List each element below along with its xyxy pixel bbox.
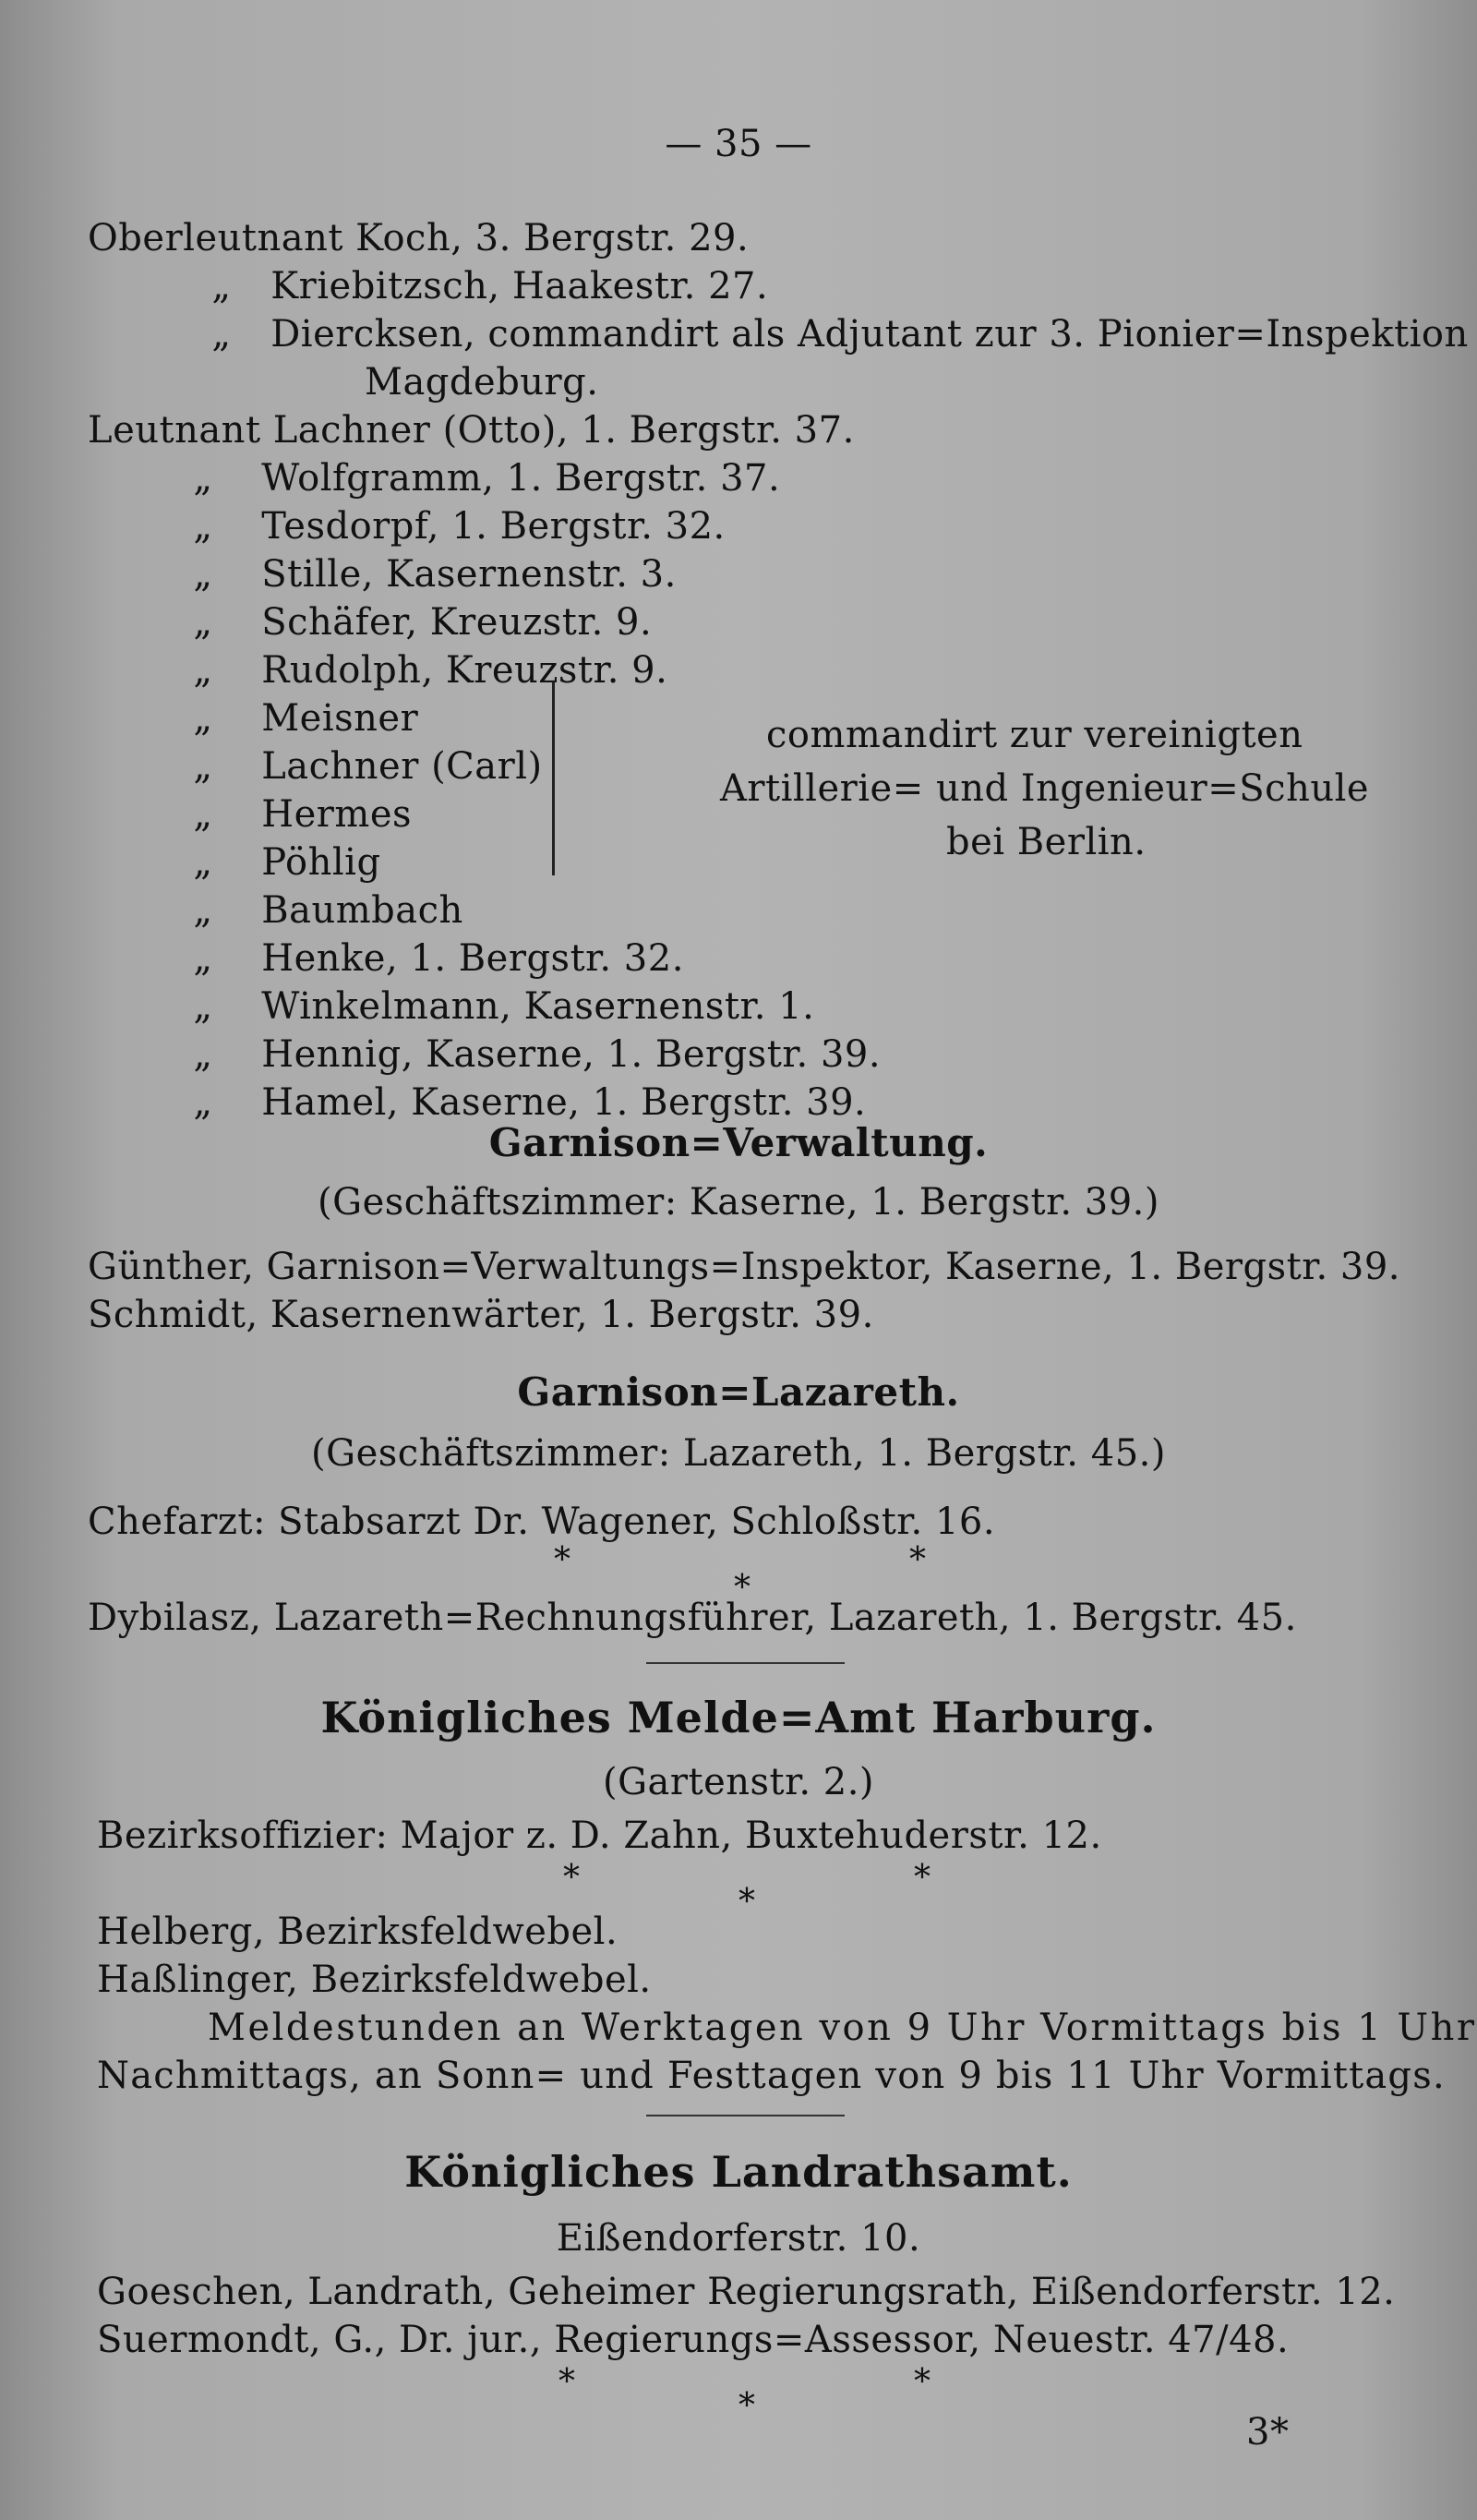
separator-star: * <box>563 1859 580 1897</box>
group-brace <box>543 681 555 875</box>
separator-star: * <box>738 1883 755 1921</box>
group-name: Meisner <box>261 697 419 740</box>
rank-label: Leutnant <box>88 409 261 452</box>
officer-line <box>157 454 780 502</box>
entry-line: Haßlinger, Bezirksfeldwebel. <box>97 1959 652 2001</box>
entry-line: Schmidt, Kasernenwärter, 1. Bergstr. 39. <box>88 1294 874 1336</box>
separator-star: * <box>738 2387 755 2425</box>
group-line <box>157 742 543 790</box>
officer-entry: Hennig, Kaserne, 1. Bergstr. 39. <box>261 1033 882 1076</box>
section-divider <box>646 2115 845 2116</box>
group-line <box>157 838 381 886</box>
officer-entry: Winkelmann, Kasernenstr. 1. <box>261 985 815 1028</box>
officer-line <box>157 934 684 983</box>
officer-entry: Koch, 3. Bergstr. 29. <box>355 217 750 259</box>
section-title: Garnison=Lazareth. <box>517 1369 960 1415</box>
entry-line: Günther, Garnison=Verwaltungs=Inspektor, Kaserne, 1. Bergstr. 39. <box>88 1246 1401 1288</box>
ditto-mark: „ <box>193 505 213 548</box>
group-line <box>157 790 412 838</box>
separator-star: * <box>554 1541 570 1579</box>
officer-line <box>157 646 667 694</box>
entry-line: Nachmittags, an Sonn= und Festtagen von 9 bis 11 Uhr Vormittags. <box>97 2055 1446 2097</box>
officer-line <box>88 406 855 454</box>
separator-star: * <box>734 1569 751 1607</box>
entry-line: Chefarzt: Stabsarzt Dr. Wagener, Schloßstr. 16. <box>88 1501 996 1543</box>
officer-entry: Rudolph, Kreuzstr. 9. <box>261 649 668 692</box>
officer-entry: Tesdorpf, 1. Bergstr. 32. <box>261 505 726 548</box>
group-name: Baumbach <box>261 889 463 932</box>
entry-line: Suermondt, G., Dr. jur., Regierungs=Assessor, Neuestr. 47/48. <box>97 2319 1290 2361</box>
section-subtitle: (Gartenstr. 2.) <box>602 1761 875 1803</box>
officer-entry: Hamel, Kaserne, 1. Bergstr. 39. <box>261 1081 867 1124</box>
page-number: — 35 — <box>665 123 812 165</box>
officer-entry-continued: Magdeburg. <box>365 361 599 404</box>
ditto-mark: „ <box>193 841 213 884</box>
separator-star: * <box>909 1541 926 1579</box>
officer-entry: Schäfer, Kreuzstr. 9. <box>261 601 653 644</box>
officer-entry: Kriebitzsch, Haakestr. 27. <box>270 265 769 307</box>
officer-entry: Stille, Kasernenstr. 3. <box>261 553 677 596</box>
officer-line <box>185 310 1469 358</box>
group-name: Pöhlig <box>261 841 381 884</box>
group-note: bei Berlin. <box>946 821 1147 863</box>
separator-star: * <box>558 2363 575 2401</box>
entry-line: Helberg, Bezirksfeldwebel. <box>97 1911 618 1953</box>
ditto-mark: „ <box>193 793 213 836</box>
ditto-mark: „ <box>193 937 213 980</box>
officer-line <box>157 502 726 550</box>
section-subtitle: (Geschäftszimmer: Lazareth, 1. Bergstr. 45.) <box>311 1432 1166 1475</box>
group-note: Artillerie= und Ingenieur=Schule <box>720 767 1370 810</box>
ditto-mark: „ <box>193 985 213 1028</box>
entry-line: Dybilasz, Lazareth=Rechnungsführer, Lazareth, 1. Bergstr. 45. <box>88 1597 1297 1639</box>
section-title: Garnison=Verwaltung. <box>488 1120 989 1165</box>
section-title: Königliches Landrathsamt. <box>404 2147 1073 2197</box>
entry-line: Meldestunden an Werktagen von 9 Uhr Vormittags bis 1 Uhr <box>208 2007 1477 2049</box>
ditto-mark: „ <box>193 745 213 788</box>
group-name: Hermes <box>261 793 413 836</box>
ditto-mark: „ <box>193 1081 213 1124</box>
ditto-mark: „ <box>193 553 213 596</box>
signature-mark: 3* <box>1246 2411 1290 2454</box>
officer-line <box>157 983 814 1031</box>
ditto-mark: „ <box>193 601 213 644</box>
section-subtitle: Eißendorferstr. 10. <box>556 2217 921 2260</box>
officer-entry: Henke, 1. Bergstr. 32. <box>261 937 684 980</box>
officer-line <box>88 214 749 262</box>
officer-line <box>185 262 768 310</box>
ditto-mark: „ <box>211 313 232 356</box>
ditto-mark: „ <box>193 889 213 932</box>
officer-line <box>157 550 677 598</box>
officer-line <box>157 598 652 646</box>
group-line <box>157 694 418 742</box>
group-name: Lachner (Carl) <box>261 745 543 788</box>
ditto-mark: „ <box>193 649 213 692</box>
section-title: Königliches Melde=Amt Harburg. <box>320 1693 1157 1742</box>
officer-entry: Wolfgramm, 1. Bergstr. 37. <box>261 457 781 500</box>
group-note: commandirt zur vereinigten <box>766 714 1303 756</box>
entry-line: Goeschen, Landrath, Geheimer Regierungsrath, Eißendorferstr. 12. <box>97 2271 1396 2313</box>
officer-line <box>157 1031 881 1079</box>
ditto-mark: „ <box>193 457 213 500</box>
ditto-mark: „ <box>193 1033 213 1076</box>
section-divider <box>646 1662 845 1664</box>
officer-entry: Diercksen, commandirt als Adjutant zur 3. Pionier=Inspektion <box>270 313 1469 356</box>
separator-star: * <box>914 2363 931 2401</box>
group-line <box>157 886 463 934</box>
section-subtitle: (Geschäftszimmer: Kaserne, 1. Bergstr. 39.) <box>318 1181 1159 1224</box>
separator-star: * <box>914 1859 931 1897</box>
rank-label: Oberleutnant <box>88 217 343 259</box>
officer-entry: Lachner (Otto), 1. Bergstr. 37. <box>272 409 855 452</box>
ditto-mark: „ <box>211 265 232 307</box>
ditto-mark: „ <box>193 697 213 740</box>
entry-line: Bezirksoffizier: Major z. D. Zahn, Buxtehuderstr. 12. <box>97 1815 1102 1857</box>
